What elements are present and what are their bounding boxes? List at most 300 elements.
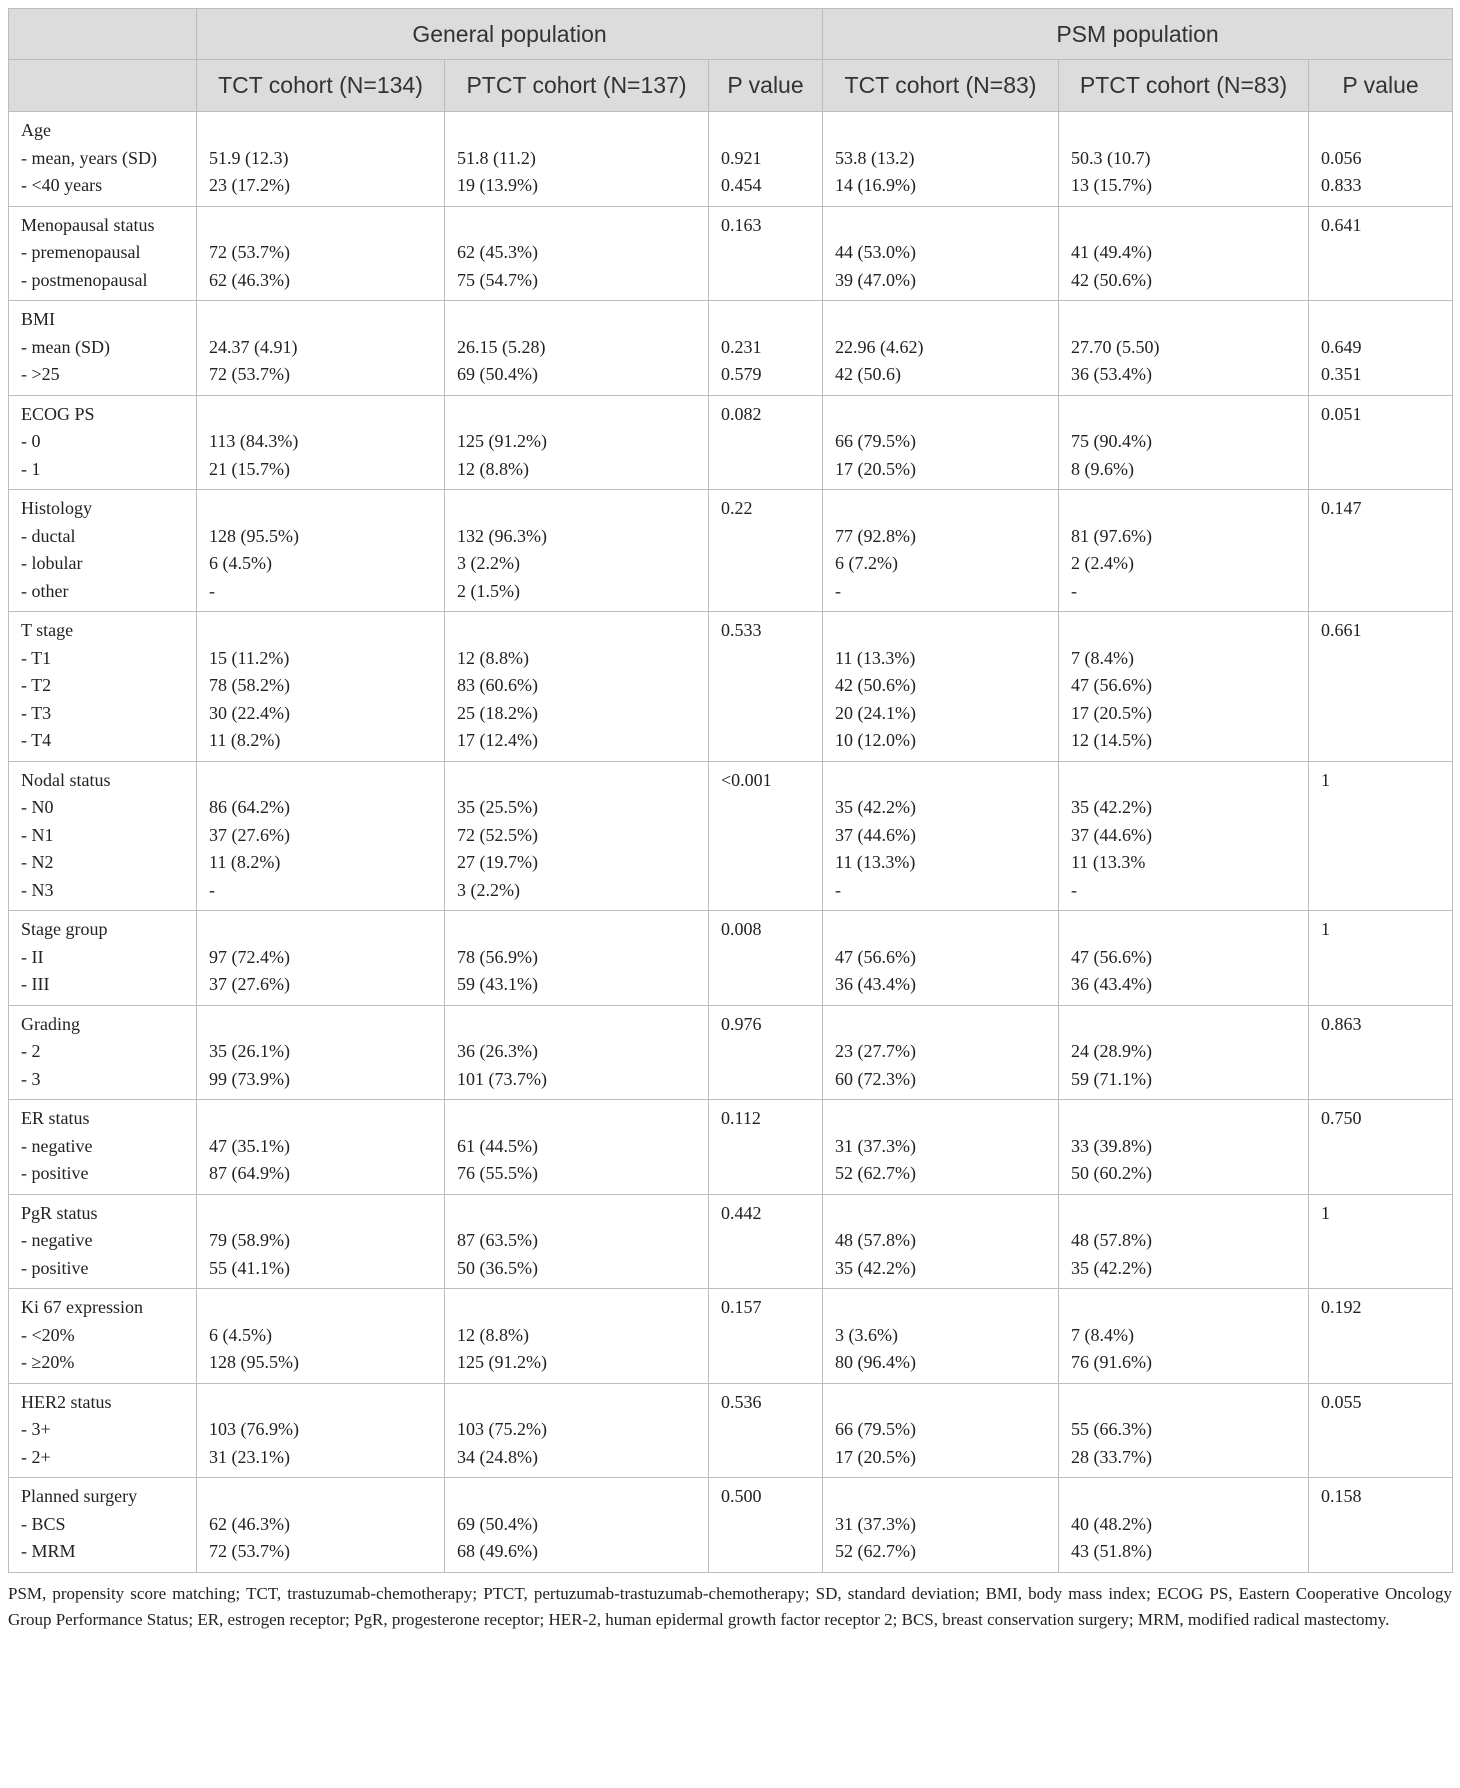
table-container — [8, 8, 1452, 1633]
cell-line — [721, 944, 810, 972]
table-row — [9, 1194, 1453, 1289]
cell-line: - lobular — [21, 553, 83, 573]
cell-line — [835, 1105, 1046, 1133]
cell-ptct-psm — [1059, 1005, 1309, 1100]
cell-line: 14 (16.9%) — [835, 175, 916, 195]
cell-variable — [9, 1478, 197, 1573]
cell-line — [457, 306, 696, 334]
cell-line — [721, 306, 810, 334]
cell-line — [721, 523, 810, 551]
cell-line: 43 (51.8%) — [1071, 1541, 1152, 1561]
cell-line: 11 (8.2%) — [209, 730, 281, 750]
cell-tct-psm — [823, 301, 1059, 396]
cell-line — [835, 212, 1046, 240]
cell-line — [1321, 1538, 1440, 1566]
cell-variable — [9, 301, 197, 396]
cell-line — [835, 1011, 1046, 1039]
cell-line: - ductal — [21, 525, 76, 546]
cell-ptct-general — [445, 206, 709, 301]
table-row — [9, 206, 1453, 301]
cell-line: 0.649 — [1321, 336, 1362, 357]
cell-line: - N1 — [21, 824, 54, 845]
cell-line: 17 (20.5%) — [835, 1446, 916, 1467]
cell-line: 27 (19.7%) — [457, 852, 538, 872]
cell-line: - N2 — [21, 852, 54, 872]
cell-line: 62 (45.3%) — [457, 242, 538, 262]
cell-line: 31 (23.1%) — [209, 1446, 290, 1467]
cell-line — [1321, 1133, 1440, 1161]
cell-pvalue-general — [709, 301, 823, 396]
cell-line — [1321, 523, 1440, 551]
cell-line — [721, 1538, 810, 1566]
cell-line: Planned surgery — [21, 1486, 138, 1506]
cell-line — [721, 117, 810, 145]
cell-line: 60 (72.3%) — [835, 1068, 916, 1089]
cell-tct-psm — [823, 395, 1059, 490]
cell-line — [1321, 849, 1440, 877]
cell-line: - N0 — [21, 797, 54, 817]
cell-line: - 0 — [21, 431, 41, 451]
cell-line: - 2 — [21, 1041, 41, 1061]
cell-pvalue-general — [709, 761, 823, 911]
cell-line: - premenopausal — [21, 242, 141, 262]
cell-line — [209, 916, 432, 944]
cell-ptct-psm — [1059, 1289, 1309, 1384]
cell-ptct-general — [445, 761, 709, 911]
cell-ptct-general — [445, 112, 709, 207]
cell-line — [457, 401, 696, 429]
cell-line: 97 (72.4%) — [209, 946, 290, 967]
cell-line: 3 (3.6%) — [835, 1324, 898, 1345]
cell-line — [1321, 239, 1440, 267]
cell-pvalue-psm — [1309, 1100, 1453, 1195]
cell-line — [1321, 645, 1440, 673]
cell-line: 28 (33.7%) — [1071, 1446, 1152, 1467]
cell-ptct-psm — [1059, 761, 1309, 911]
table-row — [9, 1005, 1453, 1100]
cell-ptct-general — [445, 301, 709, 396]
cell-line — [1321, 672, 1440, 700]
cell-line: 12 (8.8%) — [457, 1324, 529, 1345]
cell-line — [457, 212, 696, 240]
cell-line — [457, 117, 696, 145]
cell-line: 59 (43.1%) — [457, 974, 538, 994]
cell-line — [209, 401, 432, 429]
cell-line: 52 (62.7%) — [835, 1541, 916, 1561]
cell-line: 78 (56.9%) — [457, 946, 538, 967]
cell-tct-general — [197, 1383, 445, 1478]
cell-line: 78 (58.2%) — [209, 675, 290, 695]
cell-line: 47 (56.6%) — [835, 946, 916, 967]
cell-line: 0.833 — [1321, 175, 1362, 195]
cell-line — [1321, 700, 1440, 728]
cell-ptct-general — [445, 1100, 709, 1195]
cell-line: 80 (96.4%) — [835, 1352, 916, 1372]
cell-line — [1071, 916, 1296, 944]
table-row — [9, 911, 1453, 1006]
cell-line: 35 (26.1%) — [209, 1041, 290, 1061]
cell-line: - III — [21, 974, 50, 994]
cell-tct-general — [197, 1478, 445, 1573]
header-col-pvalue-general: P value — [709, 60, 823, 112]
cell-line: 0.863 — [1321, 1013, 1362, 1034]
cell-line: Menopausal status — [21, 214, 155, 235]
cell-line: T stage — [21, 620, 74, 640]
cell-line: 0.921 — [721, 147, 762, 168]
cell-tct-general — [197, 301, 445, 396]
cell-line — [721, 971, 810, 999]
cell-line: - T2 — [21, 675, 52, 695]
cell-variable — [9, 911, 197, 1006]
cell-line: - 3 — [21, 1068, 41, 1089]
cell-line: 52 (62.7%) — [835, 1163, 916, 1183]
cell-ptct-general — [445, 1005, 709, 1100]
cell-line: 51.9 (12.3) — [209, 147, 289, 168]
cell-line: 83 (60.6%) — [457, 675, 538, 695]
cell-line — [1321, 877, 1440, 905]
cell-ptct-general — [445, 1194, 709, 1289]
table-row — [9, 1478, 1453, 1573]
cell-line — [721, 1133, 810, 1161]
cell-line: 23 (27.7%) — [835, 1041, 916, 1061]
cell-line: 17 (20.5%) — [1071, 702, 1152, 723]
cell-line: 0.22 — [721, 498, 753, 518]
cell-line — [1071, 306, 1296, 334]
cell-line — [1321, 306, 1440, 334]
cell-line: Age — [21, 120, 51, 140]
cell-line: 55 (66.3%) — [1071, 1419, 1152, 1439]
cell-line: - T1 — [21, 647, 52, 668]
cell-line: - negative — [21, 1230, 93, 1250]
cell-line: 11 (13.3% — [1071, 852, 1146, 872]
cell-line: 3 (2.2%) — [457, 879, 520, 900]
cell-line: HER2 status — [21, 1391, 112, 1412]
cell-tct-general — [197, 1289, 445, 1384]
cell-line: 35 (42.2%) — [835, 797, 916, 817]
cell-line: - 2+ — [21, 1446, 51, 1467]
cell-line: 1 — [1321, 769, 1330, 790]
cell-pvalue-psm — [1309, 112, 1453, 207]
cell-line: 0.192 — [1321, 1297, 1362, 1317]
cell-line: 66 (79.5%) — [835, 431, 916, 451]
cell-line: 55 (41.1%) — [209, 1257, 290, 1278]
cell-line: - 1 — [21, 458, 41, 479]
cell-line — [1321, 1444, 1440, 1472]
cell-line — [457, 495, 696, 523]
cell-line — [209, 1011, 432, 1039]
cell-line — [835, 306, 1046, 334]
cell-line: 72 (52.5%) — [457, 824, 538, 845]
cell-line — [1071, 1483, 1296, 1511]
cell-line: 68 (49.6%) — [457, 1541, 538, 1561]
header-blank-2 — [9, 60, 197, 112]
cell-line: 2 (2.4%) — [1071, 553, 1134, 573]
cell-line: 12 (8.8%) — [457, 647, 529, 668]
cell-pvalue-psm — [1309, 1005, 1453, 1100]
cell-line — [457, 767, 696, 795]
cell-line: 0.454 — [721, 175, 762, 195]
cell-line — [209, 212, 432, 240]
cell-line: 0.055 — [1321, 1391, 1362, 1412]
cell-line: 81 (97.6%) — [1071, 525, 1152, 546]
cell-line: 50.3 (10.7) — [1071, 147, 1151, 168]
cell-line: Stage group — [21, 919, 108, 939]
cell-line: - other — [21, 580, 69, 601]
cell-pvalue-psm — [1309, 395, 1453, 490]
cell-tct-psm — [823, 612, 1059, 762]
cell-line: 6 (7.2%) — [835, 553, 898, 573]
header-col-tct-psm: TCT cohort (N=83) — [823, 60, 1059, 112]
cell-line: 62 (46.3%) — [209, 269, 290, 290]
cell-line: 86 (64.2%) — [209, 797, 290, 817]
cell-line: 76 (55.5%) — [457, 1163, 538, 1183]
cell-line: 0.500 — [721, 1486, 762, 1506]
cell-line: 6 (4.5%) — [209, 553, 272, 573]
cell-line: 103 (75.2%) — [457, 1419, 547, 1439]
cell-ptct-psm — [1059, 206, 1309, 301]
cell-line: 26.15 (5.28) — [457, 336, 546, 357]
cell-line: - positive — [21, 1163, 89, 1183]
cell-line: 24 (28.9%) — [1071, 1041, 1152, 1061]
cell-line: 20 (24.1%) — [835, 702, 916, 723]
cell-line: 36 (43.4%) — [1071, 974, 1152, 994]
cell-ptct-general — [445, 1478, 709, 1573]
cell-line — [1071, 1105, 1296, 1133]
cell-line: - positive — [21, 1257, 89, 1278]
cell-line — [721, 578, 810, 606]
cell-line — [457, 1294, 696, 1322]
cell-tct-general — [197, 911, 445, 1006]
cell-tct-psm — [823, 1194, 1059, 1289]
cell-line: ER status — [21, 1108, 90, 1128]
cell-line — [1321, 1160, 1440, 1188]
cell-line: 37 (27.6%) — [209, 974, 290, 994]
cell-ptct-general — [445, 1289, 709, 1384]
cell-line: 31 (37.3%) — [835, 1135, 916, 1156]
cell-line: 77 (92.8%) — [835, 525, 916, 546]
table-row — [9, 1289, 1453, 1384]
cell-line: 1 — [1321, 919, 1330, 939]
cell-tct-general — [197, 1194, 445, 1289]
cell-pvalue-general — [709, 1194, 823, 1289]
cell-variable — [9, 395, 197, 490]
cell-line: 13 (15.7%) — [1071, 175, 1152, 195]
cell-ptct-general — [445, 490, 709, 612]
cell-line: Grading — [21, 1013, 80, 1034]
cell-line: 72 (53.7%) — [209, 1541, 290, 1561]
cell-tct-psm — [823, 1478, 1059, 1573]
table-row — [9, 395, 1453, 490]
cell-pvalue-psm — [1309, 1383, 1453, 1478]
cell-line: 11 (13.3%) — [835, 647, 916, 668]
table-row — [9, 1100, 1453, 1195]
header-blank — [9, 9, 197, 60]
cell-line: 7 (8.4%) — [1071, 1324, 1134, 1345]
cell-line: 36 (26.3%) — [457, 1041, 538, 1061]
cell-line — [1321, 1066, 1440, 1094]
cell-line: 47 (56.6%) — [1071, 946, 1152, 967]
cell-line: 87 (64.9%) — [209, 1163, 290, 1183]
cell-line: - postmenopausal — [21, 269, 148, 290]
cell-line: 42 (50.6%) — [835, 675, 916, 695]
cell-line — [209, 1105, 432, 1133]
cell-line — [1071, 401, 1296, 429]
cell-line: 8 (9.6%) — [1071, 458, 1134, 479]
cell-pvalue-general — [709, 1383, 823, 1478]
cell-tct-general — [197, 206, 445, 301]
cell-line: 17 (20.5%) — [835, 458, 916, 479]
cell-line — [1321, 971, 1440, 999]
header-col-ptct-general: PTCT cohort (N=137) — [445, 60, 709, 112]
cell-line: 0.163 — [721, 214, 762, 235]
cell-line: 24.37 (4.91) — [209, 336, 298, 357]
cell-variable — [9, 1383, 197, 1478]
cell-line — [835, 117, 1046, 145]
cell-line: 42 (50.6) — [835, 364, 901, 384]
cell-line: 39 (47.0%) — [835, 269, 916, 290]
cell-line: - — [1071, 879, 1077, 900]
cell-tct-psm — [823, 911, 1059, 1006]
cell-line: 47 (56.6%) — [1071, 675, 1152, 695]
cell-line — [457, 916, 696, 944]
cell-line: - T3 — [21, 702, 52, 723]
table-row — [9, 490, 1453, 612]
cell-line — [721, 1160, 810, 1188]
table-row — [9, 612, 1453, 762]
cell-line — [209, 306, 432, 334]
cell-ptct-psm — [1059, 1100, 1309, 1195]
cell-line — [835, 1200, 1046, 1228]
cell-tct-psm — [823, 761, 1059, 911]
header-col-pvalue-psm: P value — [1309, 60, 1453, 112]
cell-pvalue-psm — [1309, 206, 1453, 301]
cell-line — [209, 495, 432, 523]
cell-pvalue-general — [709, 1100, 823, 1195]
cell-pvalue-general — [709, 206, 823, 301]
cell-line: 0.112 — [721, 1108, 761, 1128]
cell-ptct-psm — [1059, 911, 1309, 1006]
cell-line — [1321, 456, 1440, 484]
cell-line — [1321, 428, 1440, 456]
cell-line: 0.976 — [721, 1013, 762, 1034]
cell-variable — [9, 1194, 197, 1289]
cell-line: 2 (1.5%) — [457, 580, 520, 601]
cell-line: 36 (53.4%) — [1071, 364, 1152, 384]
cell-line: 23 (17.2%) — [209, 175, 290, 195]
cell-line — [721, 1511, 810, 1539]
cell-line: 79 (58.9%) — [209, 1230, 290, 1250]
cell-pvalue-psm — [1309, 1289, 1453, 1384]
cell-line — [209, 117, 432, 145]
cell-line: PgR status — [21, 1202, 98, 1223]
cell-tct-psm — [823, 1289, 1059, 1384]
cell-line: Histology — [21, 498, 93, 518]
cell-line — [1071, 212, 1296, 240]
cell-line: 51.8 (11.2) — [457, 147, 536, 168]
cell-line: 132 (96.3%) — [457, 525, 547, 546]
cell-line: - T4 — [21, 730, 52, 750]
cell-variable — [9, 1289, 197, 1384]
cell-line — [1321, 1255, 1440, 1283]
cell-tct-general — [197, 112, 445, 207]
cell-tct-general — [197, 1100, 445, 1195]
cell-line: 36 (43.4%) — [835, 974, 916, 994]
cell-line — [721, 1066, 810, 1094]
cell-line: 44 (53.0%) — [835, 242, 916, 262]
cell-line — [1321, 822, 1440, 850]
cell-line — [1321, 267, 1440, 295]
cell-variable — [9, 112, 197, 207]
cell-line — [835, 1294, 1046, 1322]
cell-line: 30 (22.4%) — [209, 702, 290, 723]
table-row — [9, 1383, 1453, 1478]
cell-line: 0.750 — [1321, 1108, 1362, 1128]
cell-line: 0.157 — [721, 1297, 762, 1317]
cell-line — [721, 428, 810, 456]
cell-line — [457, 1389, 696, 1417]
cell-pvalue-psm — [1309, 1478, 1453, 1573]
cell-line: 50 (60.2%) — [1071, 1163, 1152, 1183]
cell-line — [721, 1322, 810, 1350]
cell-variable — [9, 1005, 197, 1100]
cell-line: 50 (36.5%) — [457, 1257, 538, 1278]
cell-line — [721, 1255, 810, 1283]
cell-pvalue-psm — [1309, 612, 1453, 762]
cell-line — [1321, 1038, 1440, 1066]
cell-line: 31 (37.3%) — [835, 1513, 916, 1534]
header-group-psm-population: PSM population — [823, 9, 1453, 60]
cell-line: - mean, years (SD) — [21, 147, 157, 168]
cell-line: - — [1071, 580, 1077, 601]
cell-line: 0.056 — [1321, 147, 1362, 168]
cell-line: 34 (24.8%) — [457, 1446, 538, 1467]
cell-line: 66 (79.5%) — [835, 1419, 916, 1439]
cell-line: 128 (95.5%) — [209, 1352, 299, 1372]
cell-line — [209, 1294, 432, 1322]
header-group-general-population: General population — [197, 9, 823, 60]
cell-line — [1321, 1511, 1440, 1539]
cell-line: - II — [21, 946, 44, 967]
cell-line: 33 (39.8%) — [1071, 1135, 1152, 1156]
cell-tct-psm — [823, 490, 1059, 612]
cell-tct-psm — [823, 1100, 1059, 1195]
cell-line: - <20% — [21, 1324, 75, 1345]
cell-line — [1321, 578, 1440, 606]
cell-line: 21 (15.7%) — [209, 458, 290, 479]
cell-pvalue-psm — [1309, 1194, 1453, 1289]
cell-pvalue-psm — [1309, 761, 1453, 911]
cell-line — [721, 645, 810, 673]
cell-line: 101 (73.7%) — [457, 1068, 547, 1089]
cell-line: 22.96 (4.62) — [835, 336, 924, 357]
cell-line: - — [209, 580, 215, 601]
cell-pvalue-general — [709, 911, 823, 1006]
cell-line — [835, 1483, 1046, 1511]
cell-line — [721, 700, 810, 728]
cell-line — [457, 1011, 696, 1039]
cell-line: 6 (4.5%) — [209, 1324, 272, 1345]
cell-line: 75 (90.4%) — [1071, 431, 1152, 451]
cell-line: 12 (14.5%) — [1071, 730, 1152, 750]
cell-ptct-psm — [1059, 612, 1309, 762]
cell-line — [721, 727, 810, 755]
cell-ptct-psm — [1059, 1478, 1309, 1573]
cell-line — [1321, 794, 1440, 822]
cell-line: 125 (91.2%) — [457, 431, 547, 451]
cell-line: 113 (84.3%) — [209, 431, 299, 451]
cell-line: 128 (95.5%) — [209, 525, 299, 546]
cell-line: 37 (44.6%) — [1071, 824, 1152, 845]
